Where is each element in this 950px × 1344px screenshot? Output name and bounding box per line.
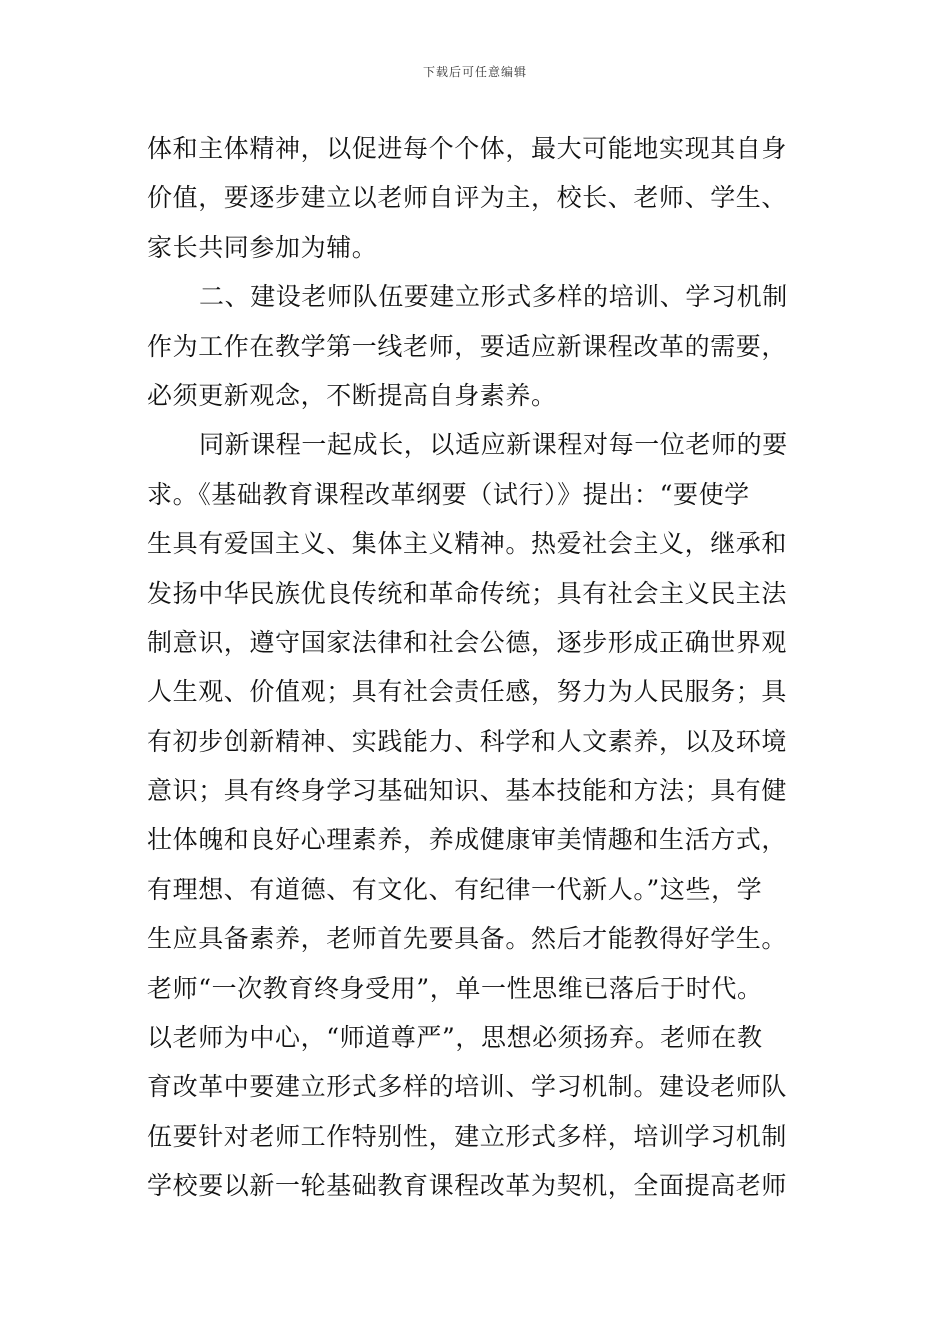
text-line: 生应具备素养，老师首先要具备。然后才能教得好学生。 (147, 924, 788, 954)
section-heading: 二、建设老师队伍要建立形式多样的培训、学习机制 (199, 282, 788, 312)
text-line: 意识；具有终身学习基础知识、基本技能和方法；具有健 (147, 776, 788, 806)
text-line: 学校要以新一轮基础教育课程改革为契机，全面提高老师 (147, 1171, 788, 1201)
text-line: 生具有爱国主义、集体主义精神。热爱社会主义，继承和 (147, 529, 788, 559)
text-line: 育改革中要建立形式多样的培训、学习机制。建设老师队 (147, 1072, 788, 1102)
text-line: 求。《基础教育课程改革纲要（试行）》提出：“要使学 (147, 479, 750, 509)
text-line: 有初步创新精神、实践能力、科学和人文素养，以及环境 (147, 726, 788, 756)
text-line: 有理想、有道德、有文化、有纪律一代新人。”这些，学 (147, 874, 763, 904)
text-line: 伍要针对老师工作特别性，建立形式多样，培训学习机制 (147, 1121, 788, 1151)
text-line: 家长共同参加为辅。 (147, 232, 378, 262)
text-line: 制意识，遵守国家法律和社会公德，逐步形成正确世界观 (147, 627, 788, 657)
paragraph-start: 同新课程一起成长，以适应新课程对每一位老师的要 (199, 430, 788, 460)
text-line: 发扬中华民族优良传统和革命传统；具有社会主义民主法 (147, 578, 788, 608)
text-line: 体和主体精神，以促进每个个体，最大可能地实现其自身 (147, 134, 788, 163)
text-line: 壮体魄和良好心理素养，养成健康审美情趣和生活方式， (147, 825, 788, 855)
text-line: 必须更新观念，不断提高自身素养。 (147, 380, 557, 410)
document-body (147, 124, 812, 1211)
text-line: 老师“一次教育终身受用”，单一性思维已落后于时代。 (147, 973, 763, 1003)
text-line: 作为工作在教学第一线老师，要适应新课程改革的需要， (147, 331, 788, 361)
text-line: 人生观、价值观；具有社会责任感，努力为人民服务；具 (147, 677, 788, 707)
page-header: 下载后可任意编辑 (422, 65, 527, 79)
text-line: 价值，要逐步建立以老师自评为主，校长、老师、学生、 (147, 183, 788, 213)
text-line: 以老师为中心，“师道尊严”，思想必须扬弃。老师在教 (147, 1023, 763, 1053)
